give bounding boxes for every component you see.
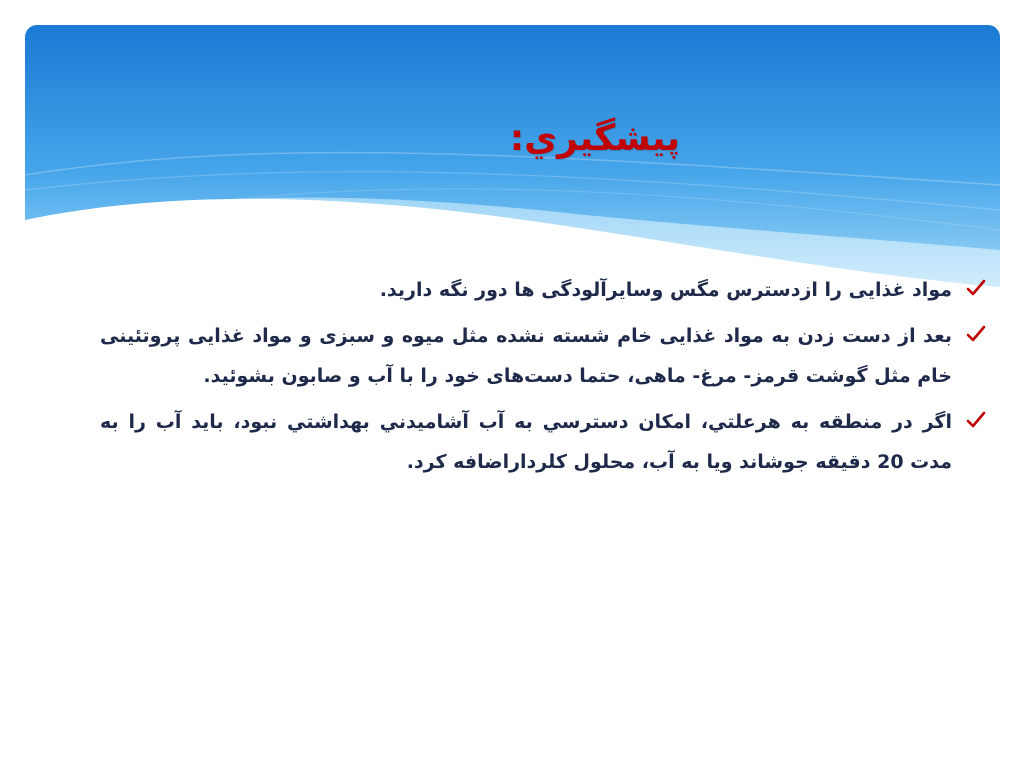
bullet-item xyxy=(100,402,990,482)
bullet-item xyxy=(100,316,990,396)
bullet-item xyxy=(100,270,990,310)
header-background xyxy=(25,25,1000,295)
slide-title: پيشگيري: xyxy=(509,118,680,159)
bullet-text: مواد غذایی را ازدسترس مگس وسایرآلودگی ها دور نگه دارید. xyxy=(379,279,952,301)
check-icon xyxy=(966,410,986,430)
bullet-text: اگر در منطقه به هرعلتي، امکان دسترسي به آب آشاميدني بهداشتي نبود، باید آب را به مدت 20 دقیقه جوشاند ویا به آب، محلول کلرداراضافه کرد. xyxy=(100,411,952,473)
bullet-list xyxy=(100,270,990,488)
check-icon xyxy=(966,324,986,344)
check-icon xyxy=(966,278,986,298)
bullet-text: بعد از دست زدن به مواد غذایی خام شسته نشده مثل میوه و سبزی و مواد غذایی پروتئینی خام مثل گوشت قرمز- مرغ- ماهی، حتما دست‌های خود را با آب و صابون بشوئید. xyxy=(100,325,952,387)
